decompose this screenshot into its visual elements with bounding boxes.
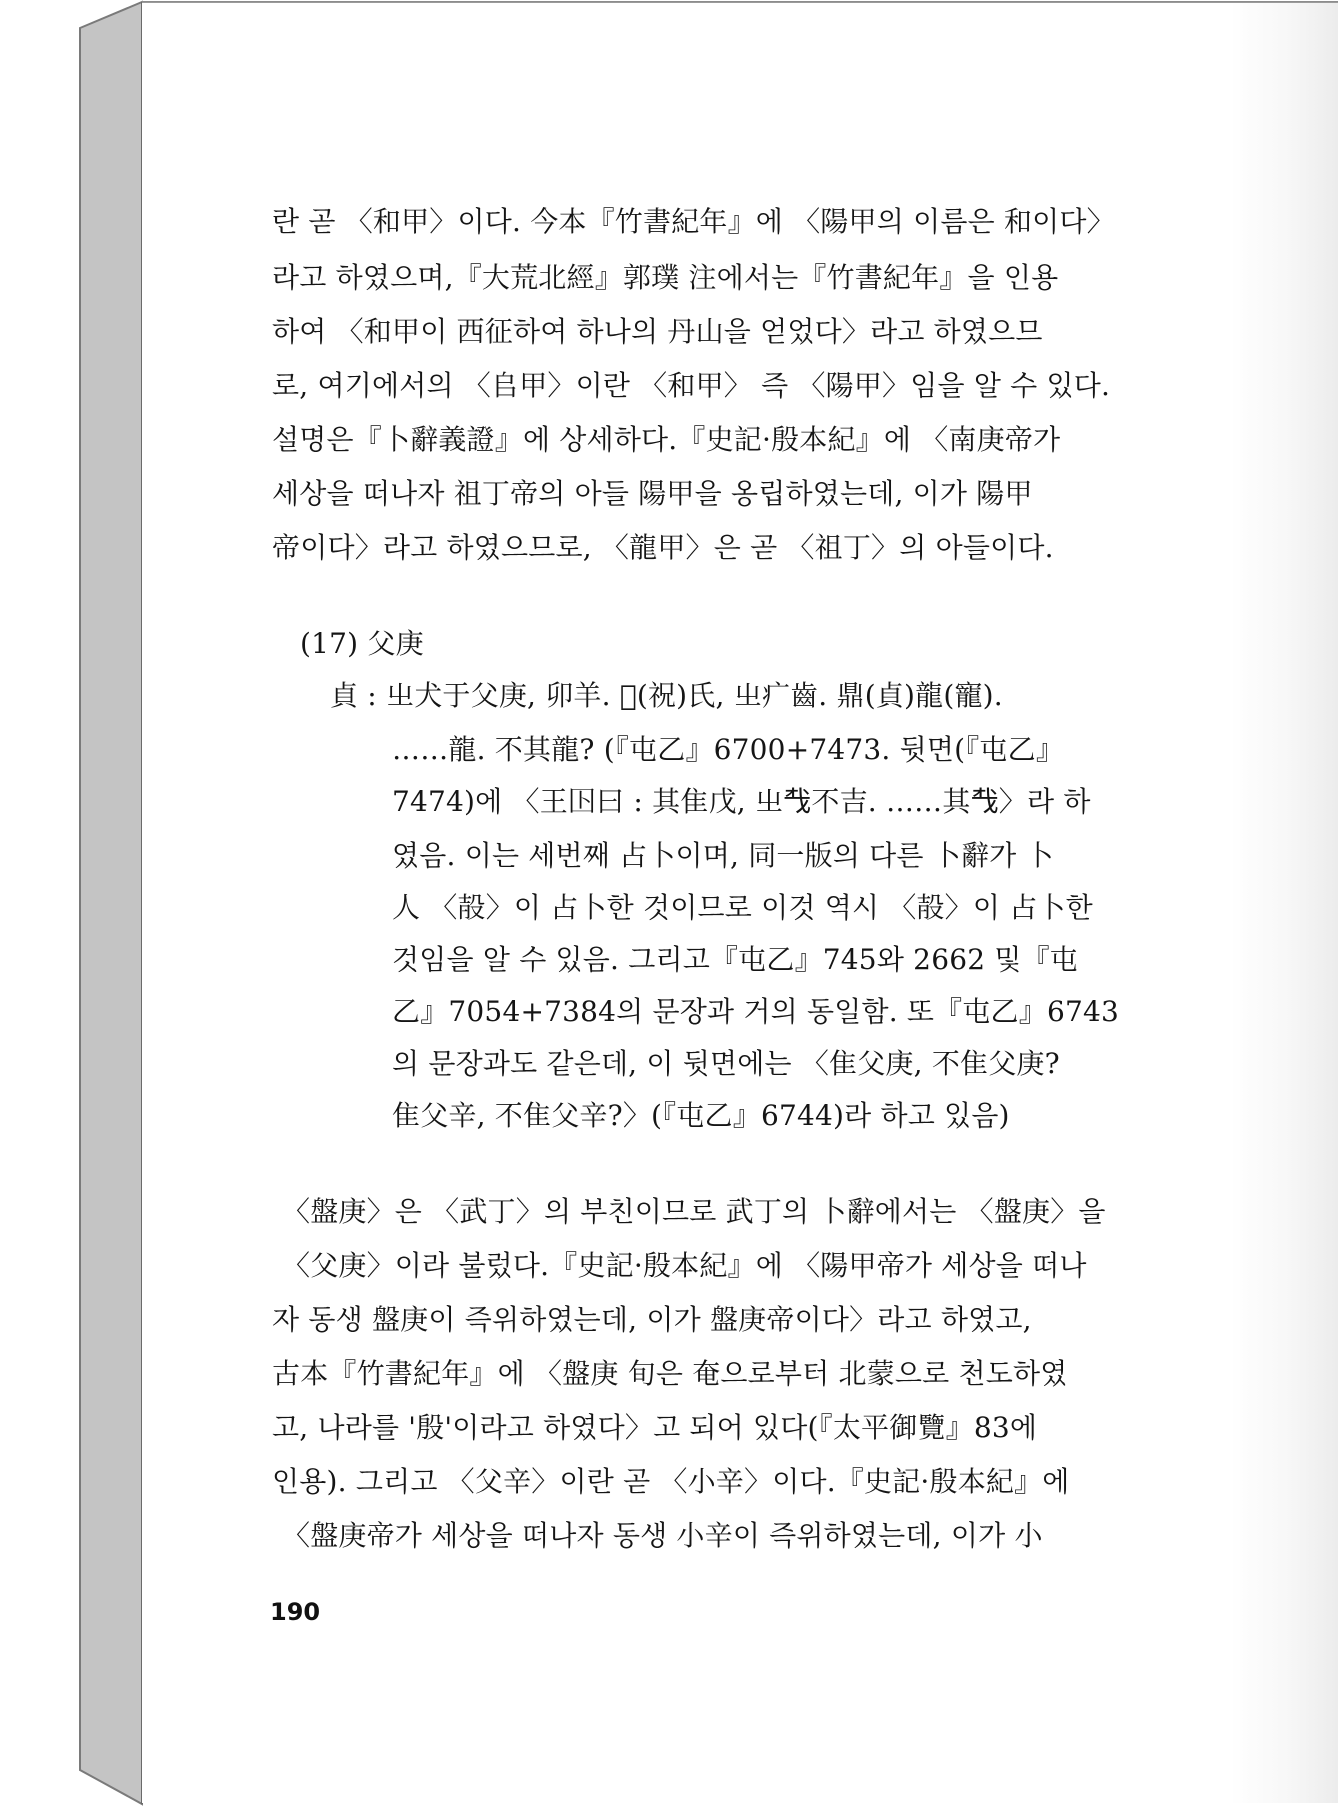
paragraph-line: 고, 나라를 '殷'이라고 하였다〉고 되어 있다(『太平御覽』83에 — [272, 1411, 1038, 1444]
page-number: 190 — [270, 1598, 321, 1626]
paragraph-line: 帝이다〉라고 하였으므로, 〈龍甲〉은 곧 〈祖丁〉의 아들이다. — [272, 531, 1054, 564]
paragraph-line: 古本『竹書紀年』에 〈盤庚 旬은 奄으로부터 北蒙으로 천도하였 — [272, 1357, 1068, 1390]
paragraph-line: 하여 〈和甲이 西征하여 하나의 丹山을 얻었다〉라고 하였으므 — [272, 315, 1043, 348]
annotation-line: 의 문장과도 같은데, 이 뒷면에는 〈隹父庚, 不隹父庚? — [392, 1047, 1060, 1080]
section-heading: (17) 父庚 — [300, 627, 424, 660]
annotation-line: 였음. 이는 세번째 占卜이며, 同一版의 다른 卜辭가 卜 — [392, 839, 1054, 872]
paragraph-line: 설명은『卜辭義證』에 상세하다.『史記·殷本紀』에 〈南庚帝가 — [272, 423, 1061, 456]
paragraph-line: 자 동생 盤庚이 즉위하였는데, 이가 盤庚帝이다〉라고 하였고, — [272, 1303, 1032, 1336]
paragraph-line: 세상을 떠나자 祖丁帝의 아들 陽甲을 옹립하였는데, 이가 陽甲 — [272, 477, 1033, 510]
annotation-line: 것임을 알 수 있음. 그리고『屯乙』745와 2662 및『屯 — [392, 943, 1078, 976]
annotation-line: 人 〈㱿〉이 占卜한 것이므로 이것 역시 〈㱿〉이 占卜한 — [392, 891, 1093, 924]
paragraph-line: 라고 하였으며,『大荒北經』郭璞 注에서는『竹書紀年』을 인용 — [272, 261, 1059, 294]
annotation-line: 乙』7054+7384의 문장과 거의 동일함. 또『屯乙』6743 — [392, 995, 1120, 1028]
annotation-line: 7474)에 〈王𡆥曰 : 其隹戊, 㞢𢦔不吉. ……其𢦔〉라 하 — [392, 785, 1091, 818]
annotation-line: 隹父辛, 不隹父辛?〉(『屯乙』6744)라 하고 있음) — [392, 1099, 1010, 1132]
book-page — [142, 2, 1338, 1803]
paragraph-line: 인용). 그리고 〈父辛〉이란 곧 〈小辛〉이다.『史記·殷本紀』에 — [272, 1465, 1070, 1498]
paragraph-line: 란 곧 〈和甲〉이다. 今本『竹書紀年』에 〈陽甲의 이름은 和이다〉 — [272, 205, 1115, 238]
paragraph-line: 로, 여기에서의 〈𠂤甲〉이란 〈和甲〉 즉 〈陽甲〉임을 알 수 있다. — [272, 369, 1111, 402]
inscription-line: 貞 : 㞢犬于父庚, 卯羊. 𥙊(祝)氏, 㞢疒齒. 鼎(貞)龍(寵). — [330, 679, 1003, 712]
annotation-line: ……龍. 不其龍? (『屯乙』6700+7473. 뒷면(『屯乙』 — [392, 733, 1065, 766]
paragraph-line: 〈盤庚〉은 〈武丁〉의 부친이므로 武丁의 卜辭에서는 〈盤庚〉을 — [282, 1195, 1106, 1228]
paragraph-line: 〈盤庚帝가 세상을 떠나자 동생 小辛이 즉위하였는데, 이가 小 — [282, 1519, 1043, 1552]
paragraph-line: 〈父庚〉이라 불렀다.『史記·殷本紀』에 〈陽甲帝가 세상을 떠나 — [282, 1249, 1087, 1282]
